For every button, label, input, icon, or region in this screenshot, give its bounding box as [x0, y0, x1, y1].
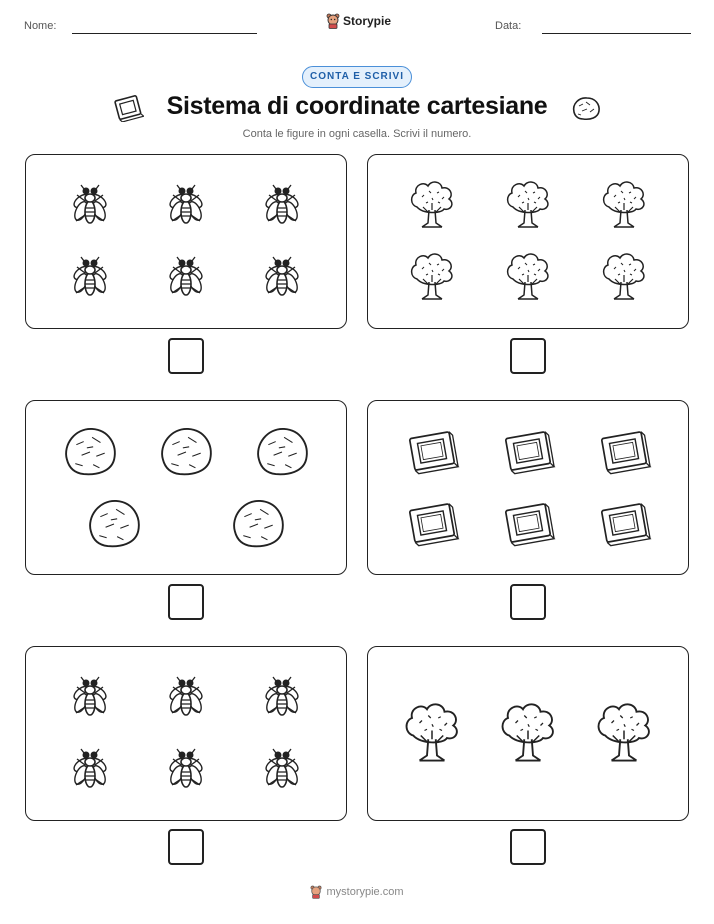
tree-icon — [503, 704, 553, 760]
instructions: Conta le figure in ogni casella. Scrivi il numero. — [242, 128, 472, 140]
card-figures — [26, 155, 346, 327]
answer-box[interactable] — [510, 338, 546, 374]
answer-box[interactable] — [168, 584, 204, 620]
card-figures — [368, 647, 688, 819]
fly-icon — [72, 677, 108, 715]
frame-icon — [410, 431, 459, 474]
card-figures — [26, 401, 346, 573]
name-label: Nome: — [24, 20, 57, 32]
brand-logo — [326, 13, 391, 29]
card-figures — [368, 155, 688, 327]
rock-icon — [570, 94, 602, 122]
fly-icon — [168, 257, 204, 295]
answer-box[interactable] — [168, 338, 204, 374]
tree-icon — [604, 254, 644, 299]
rock-icon — [234, 501, 283, 546]
frame-icon — [506, 503, 555, 546]
frame-icon — [602, 431, 651, 474]
counting-card — [367, 400, 689, 575]
tree-icon — [508, 182, 548, 227]
tree-icon — [412, 182, 452, 227]
answer-box[interactable] — [168, 829, 204, 865]
counting-card — [25, 646, 347, 821]
date-field[interactable] — [542, 33, 691, 34]
tree-icon — [412, 254, 452, 299]
tree-icon — [604, 182, 644, 227]
rock-icon — [162, 429, 211, 474]
bear-icon — [310, 885, 322, 899]
bear-icon — [326, 13, 340, 29]
rock-icon — [258, 429, 307, 474]
fly-icon — [264, 185, 300, 223]
frame-icon — [602, 503, 651, 546]
card-figures — [26, 647, 346, 819]
counting-card — [25, 400, 347, 575]
fly-icon — [72, 185, 108, 223]
fly-icon — [72, 749, 108, 787]
counting-card — [367, 154, 689, 329]
category-badge: CONTA E SCRIVI — [302, 66, 412, 88]
rock-icon — [66, 429, 115, 474]
card-figures — [368, 401, 688, 573]
footer-url: mystorypie.com — [326, 886, 404, 898]
fly-icon — [168, 185, 204, 223]
tree-icon — [599, 704, 649, 760]
tree-icon — [508, 254, 548, 299]
tree-icon — [407, 704, 457, 760]
fly-icon — [264, 257, 300, 295]
frame-icon — [506, 431, 555, 474]
date-label: Data: — [495, 20, 522, 32]
frame-icon — [410, 503, 459, 546]
fly-icon — [168, 749, 204, 787]
rock-icon — [90, 501, 139, 546]
answer-box[interactable] — [510, 829, 546, 865]
counting-card — [25, 154, 347, 329]
name-field[interactable] — [72, 33, 257, 34]
fly-icon — [168, 677, 204, 715]
footer — [0, 885, 714, 899]
counting-card — [367, 646, 689, 821]
fly-icon — [264, 677, 300, 715]
answer-box[interactable] — [510, 584, 546, 620]
fly-icon — [72, 257, 108, 295]
fly-icon — [264, 749, 300, 787]
brand-name: Storypie — [343, 14, 392, 28]
page-title: Sistema di coordinate cartesiane — [166, 92, 548, 120]
